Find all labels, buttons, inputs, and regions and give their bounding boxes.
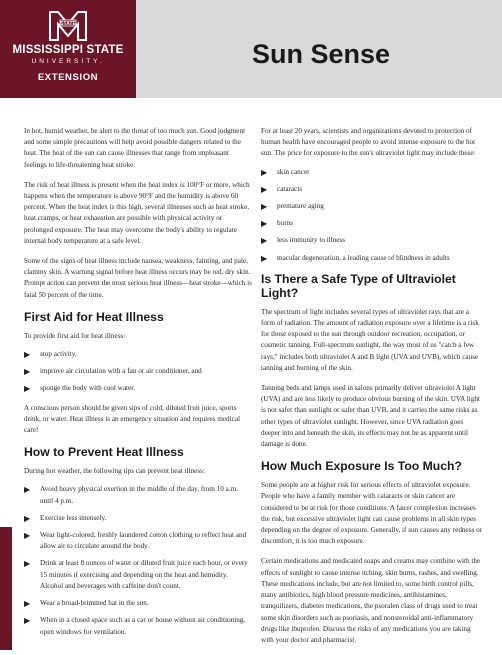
arrow-bullet-icon: ▶ xyxy=(24,616,31,626)
right-column xyxy=(261,126,483,655)
left-column xyxy=(24,126,252,646)
list-item: ▶ Exercise less intensely. xyxy=(24,513,107,523)
page-title: Sun Sense xyxy=(252,39,391,69)
arrow-bullet-icon: ▶ xyxy=(24,599,31,609)
signs-paragraph: Some of the signs of heat illness include nausea, weakness, fainting, and pale, clammy skin. A warning signal before heat illness occurs may be red, dry skin. Prompt action can prevent the most serious heat illness—heat stroke—which is fatal 50 percent of the time. xyxy=(24,257,252,299)
arrow-bullet-icon: ▶ xyxy=(24,531,31,541)
list-item: ▶ Drink at least 8 ounces of water or diluted fruit juice each hour, or every 15 minutes if exercising and depending on the heat and humidity. Alcohol and beverages with caffeine don't count. xyxy=(24,559,248,590)
list-item: ▶ burns xyxy=(261,219,293,229)
decorative-side-bar xyxy=(0,527,12,650)
list-item: ▶ cataracts xyxy=(261,184,303,194)
first-aid-intro: To provide first aid for heat illness: xyxy=(24,331,126,340)
arrow-bullet-icon: ▶ xyxy=(261,202,268,212)
tanning-beds-paragraph: Tanning beds and lamps used in salons primarily deliver ultraviolet A light (UVA) and are less likely to produce obvious burning of the skin. UVA light is not safer than sunlight or safer than UVB, and it carries the same risks as other types of ultraviolet sunlight. However, since UVA radiation goes deeper into and beneath the skin, its effects may not be as apparent until damage is done. xyxy=(261,384,480,449)
risk-paragraph: Some people are at higher risk for serious effects of ultraviolet exposure. People who have a family member with cataracts or skin cancer are considered to be at risk for those conditions. A fairer complexion increases the risk, but excessive ultraviolet light can cause problems in all skin types depending on the degree of exposure. Generally, if sun causes any redness or discomfort, it is too much exposure. xyxy=(261,481,483,546)
uv-effects-list xyxy=(261,167,483,264)
arrow-bullet-icon: ▶ xyxy=(261,219,268,229)
list-item: ▶ less immunity to illness xyxy=(261,236,346,246)
list-item: ▶ macular degeneration, a leading cause of blindness in adults xyxy=(261,253,450,263)
emblem-state-text: STATE xyxy=(60,21,76,27)
arrow-bullet-icon: ▶ xyxy=(24,367,31,377)
arrow-bullet-icon: ▶ xyxy=(24,384,31,394)
medications-paragraph: Certain medications and medicated soaps and creams may combine with the effects of sunlight to cause intense itching, skin burns, rashes, and swelling. These medications include, but are not limited to, some birth control pills, many antibiotics, high blood pressure medicines, antihistamines, tranquilizers, diabetes medications, the psoralen class of drugs used to treat some skin disorders such as psoriasis, and nonsteroidal anti-inflammatory drugs like ibuprofen. Discuss the risks of any medications you are taking with your doctor and pharmacist. xyxy=(261,557,481,644)
arrow-bullet-icon: ▶ xyxy=(24,513,31,523)
arrow-bullet-icon: ▶ xyxy=(261,184,268,194)
logo-line-extension: EXTENSION xyxy=(37,72,99,83)
first-aid-list xyxy=(24,349,252,395)
prevent-heat-illness-heading: How to Prevent Heat Illness xyxy=(24,445,184,460)
uv-intro-paragraph: For at least 20 years, scientists and organizations devoted to protection of human health have encouraged people to avoid intense exposure to the hot sun. The price for exposure to the sun's ultraviolet light may include these: xyxy=(261,127,476,158)
logo-line-university-name: MISSISSIPPI STATE xyxy=(12,44,124,56)
arrow-bullet-icon: ▶ xyxy=(24,559,31,569)
arrow-bullet-icon: ▶ xyxy=(261,167,268,177)
heat-index-paragraph: The risk of heat illness is present when the heat index is 100°F or more, which happens when the temperature is above 90°F and the humidity is above 60 percent. When the heat index is this high, several illnesses such as heat stroke, heat cramps, or heat exhaustion are possible with physical activity or prolonged exposure. The heat may overcome the body's ability to regulate internal body temperature at a safe level. xyxy=(24,180,250,245)
arrow-bullet-icon: ▶ xyxy=(261,253,268,263)
intro-paragraph: In hot, humid weather, be alert to the threat of too much sun. Good judgment and some simple precautions will help avoid possible dangers related to the heat. The heat of the sun can cause illnesses that range from unpleasant feelings to life-threatening heat stroke. xyxy=(24,127,246,169)
safe-uv-heading: Is There a Safe Type of Ultraviolet Light? xyxy=(261,271,456,300)
list-item: ▶ Wear light-colored, freshly laundered cotton clothing to reflect heat and allow air to circulate around the body. xyxy=(24,531,247,551)
conscious-person-paragraph: A conscious person should be given sips of cold, diluted fruit juice, sports drink, or water. Heat illness is an emergency situation and requires medical care! xyxy=(24,403,241,435)
arrow-bullet-icon: ▶ xyxy=(24,350,31,360)
list-item: ▶ Avoid heavy physical exertion in the middle of the day, from 10 a.m. until 4 p.m. xyxy=(24,485,239,505)
arrow-bullet-icon: ▶ xyxy=(261,236,268,246)
msu-emblem-icon xyxy=(48,10,88,42)
exposure-heading: How Much Exposure Is Too Much? xyxy=(261,459,462,474)
list-item: ▶ premature aging xyxy=(261,202,324,212)
spectrum-paragraph: The spectrum of light includes several types of ultraviolet rays that are a form of radiation. The amount of radiation exposure over a lifetime is a risk for those exposed to the sun through outdoor recreation, occupation, or cosmetic tanning. Full-spectrum sunlight, the way most of us "catch a few rays," includes both ultraviolet A and B light (UVA and UVB), which cause tanning and burning of the skin. xyxy=(261,307,479,372)
list-item: ▶ improve air circulation with a fan or air conditioner, and xyxy=(24,367,202,377)
logo-line-university: UNIVERSITY. xyxy=(31,58,105,65)
page-header xyxy=(0,0,502,98)
prevent-intro: During hot weather, the following tips can prevent heat illness: xyxy=(24,467,205,476)
arrow-bullet-icon: ▶ xyxy=(24,485,31,495)
list-item: ▶ stop activity, xyxy=(24,350,77,360)
list-item: ▶ sponge the body with cool water. xyxy=(24,384,136,394)
msu-extension-logo xyxy=(0,0,136,98)
prevention-tips-list xyxy=(24,484,252,637)
first-aid-heading: First Aid for Heat Illness xyxy=(24,309,164,324)
list-item: ▶ When in a closed space such as a car or house without air conditioning, open windows for ventilation. xyxy=(24,616,246,636)
list-item: ▶ Wear a broad-brimmed hat in the sun. xyxy=(24,599,149,609)
list-item: ▶ skin cancer xyxy=(261,167,310,177)
